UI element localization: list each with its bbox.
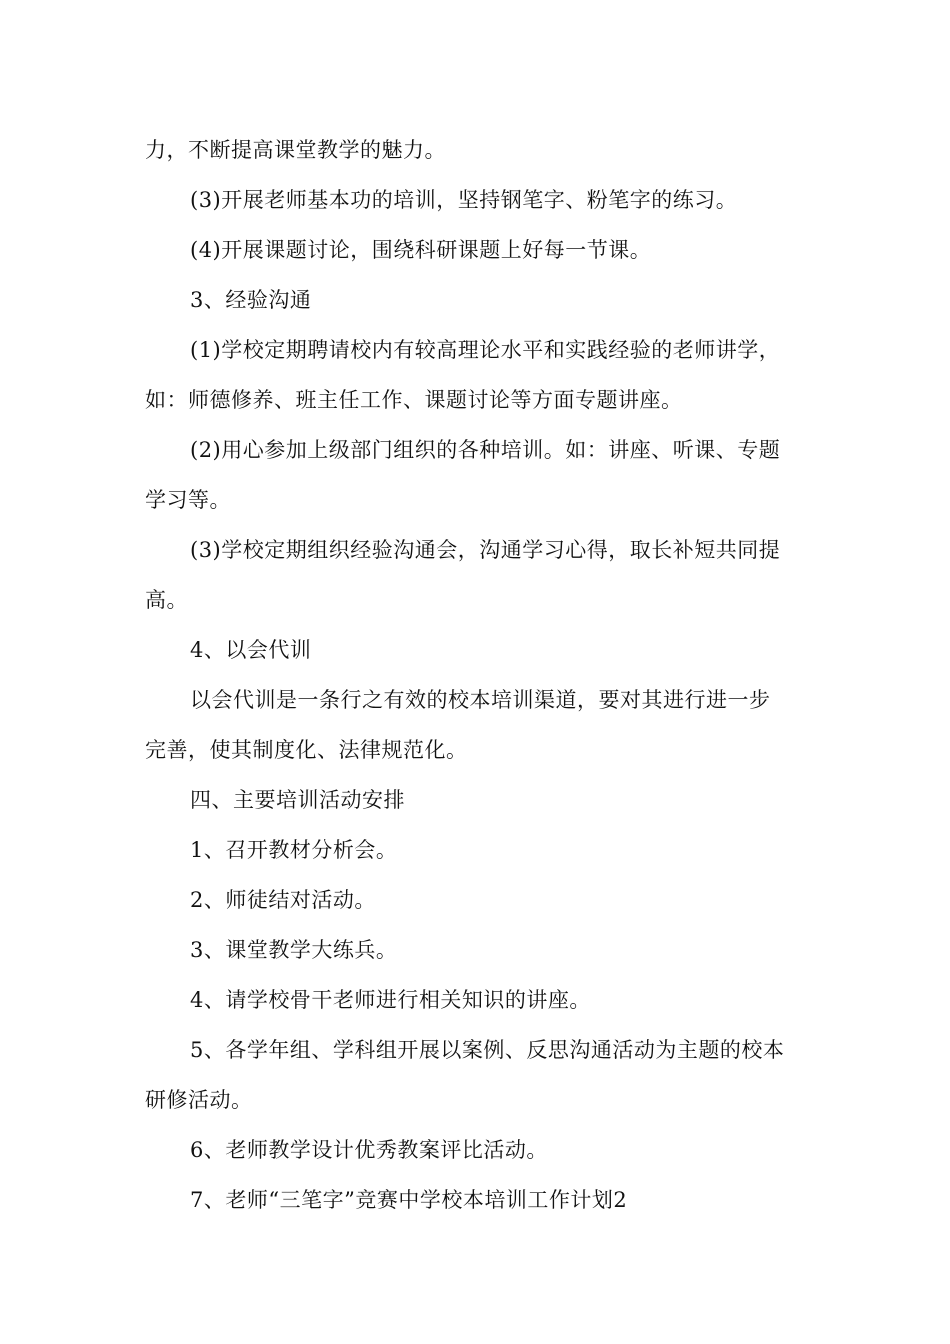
text-line: 以会代训是一条行之有效的校本培训渠道，要对其进行进一步 xyxy=(190,688,771,712)
section-heading: 3、经验沟通 xyxy=(190,288,312,312)
list-item: 6、老师教学设计优秀教案评比活动。 xyxy=(190,1138,548,1162)
text-line: 完善，使其制度化、法律规范化。 xyxy=(145,738,468,762)
list-item: 4、请学校骨干老师进行相关知识的讲座。 xyxy=(190,988,591,1012)
list-item: 1、召开教材分析会。 xyxy=(190,838,398,862)
text-line: (3)开展老师基本功的培训，坚持钢笔字、粉笔字的练习。 xyxy=(190,188,738,212)
text-line: (1)学校定期聘请校内有较高理论水平和实践经验的老师讲学， xyxy=(190,338,781,362)
list-item: 7、老师“三笔字”竞赛中学校本培训工作计划2 xyxy=(190,1188,628,1212)
text-line: 高。 xyxy=(145,588,188,612)
section-heading: 4、以会代训 xyxy=(190,638,312,662)
list-item-continuation: 研修活动。 xyxy=(145,1088,253,1112)
text-line: 学习等。 xyxy=(145,488,231,512)
list-item: 3、课堂教学大练兵。 xyxy=(190,938,398,962)
text-line: (2)用心参加上级部门组织的各种培训。如：讲座、听课、专题 xyxy=(190,438,781,462)
text-line: 如：师德修养、班主任工作、课题讨论等方面专题讲座。 xyxy=(145,388,683,412)
text-line: (3)学校定期组织经验沟通会，沟通学习心得，取长补短共同提 xyxy=(190,538,781,562)
list-item: 5、各学年组、学科组开展以案例、反思沟通活动为主题的校本 xyxy=(190,1038,785,1062)
text-line: 力，不断提高课堂教学的魅力。 xyxy=(145,138,446,162)
section-heading: 四、主要培训活动安排 xyxy=(190,788,405,812)
text-line: (4)开展课题讨论，围绕科研课题上好每一节课。 xyxy=(190,238,652,262)
list-item: 2、师徒结对活动。 xyxy=(190,888,376,912)
